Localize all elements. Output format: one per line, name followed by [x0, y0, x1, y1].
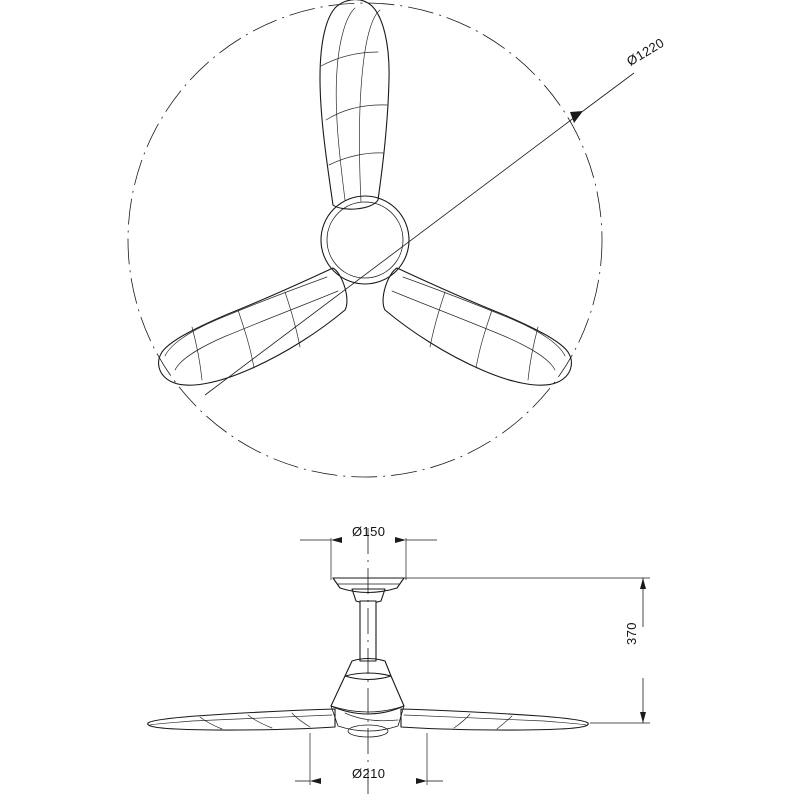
hub-outer-circle — [321, 196, 409, 284]
sweep-dimension-arrow — [570, 111, 583, 123]
dimension-label-motor-diameter: Ø210 — [352, 766, 386, 781]
side-blade-left-cross-3 — [292, 713, 310, 727]
sweep-dimension-leader — [583, 73, 634, 111]
blade-lower-left-outline — [159, 268, 347, 385]
top-view-group — [128, 0, 634, 477]
blade-ll-rib-2 — [165, 277, 327, 356]
blade-lower-right — [383, 268, 571, 385]
side-blade-right — [401, 709, 588, 730]
blade-top-outline — [320, 0, 389, 209]
blade-ll-cross-2 — [285, 292, 300, 347]
sweep-circle — [128, 3, 602, 477]
height-arrow-top — [640, 578, 646, 589]
side-blade-right-cross-2 — [497, 716, 512, 729]
blade-top-cross-2 — [321, 52, 378, 66]
blade-lower-right-outline — [383, 268, 571, 385]
blade-lr-cross-3 — [528, 327, 538, 380]
blade-top-rib-2 — [359, 10, 380, 202]
blade-ll-cross-3 — [192, 327, 202, 380]
blade-lr-rib-1 — [392, 291, 555, 370]
blade-lr-cross-2 — [430, 292, 445, 347]
blade-lr-cross-1 — [476, 310, 492, 368]
hub-inner-circle — [327, 202, 403, 278]
side-blade-left-cross-1 — [200, 717, 222, 729]
blade-top — [320, 0, 389, 209]
side-blade-right-rib — [404, 715, 586, 725]
blade-lower-left — [159, 268, 347, 385]
blade-ll-cross-1 — [238, 310, 254, 368]
blade-lr-rib-2 — [403, 277, 565, 356]
canopy-arrow-left — [331, 537, 342, 543]
sweep-dimension-line — [205, 111, 583, 395]
blade-ll-rib-1 — [175, 291, 338, 370]
canopy — [333, 578, 404, 593]
canopy-arrow-right — [395, 537, 406, 543]
side-blade-left — [148, 709, 335, 730]
blade-top-rib-1 — [336, 8, 355, 200]
dimension-label-overall-height: 370 — [624, 622, 639, 645]
dimension-label-canopy-diameter: Ø150 — [352, 524, 386, 539]
motor-arrow-left — [310, 778, 321, 784]
blade-top-cross-3 — [329, 153, 384, 165]
side-blade-left-cross-2 — [248, 715, 272, 728]
height-arrow-bottom — [640, 712, 646, 723]
side-view-group — [148, 528, 650, 795]
motor-arrow-right — [416, 778, 427, 784]
side-blade-right-cross-1 — [454, 714, 470, 728]
dimension-label-sweep-diameter: Ø1220 — [624, 34, 667, 69]
blade-top-cross-1 — [326, 105, 387, 120]
